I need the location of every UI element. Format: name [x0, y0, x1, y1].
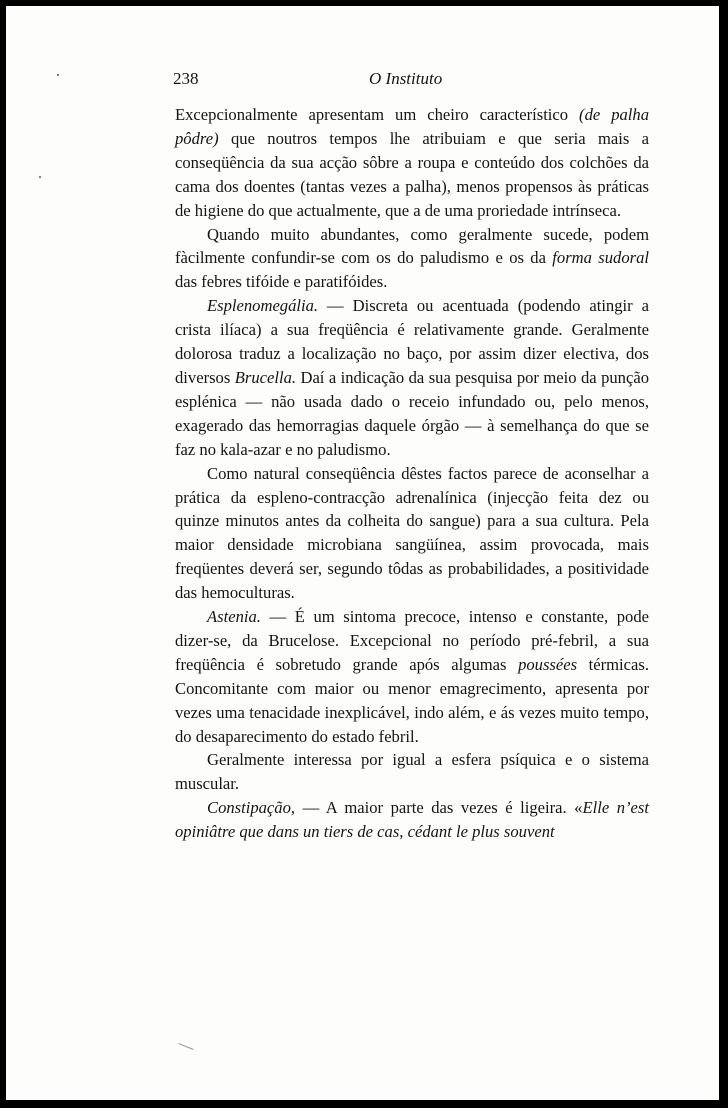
paragraph-text: — É um sintoma precoce, intenso e constante, pode dizer-se, da Brucelose. Excepcional no período pré-febril, a sua freqüência é sobretudo grande após algumas	[175, 607, 649, 674]
paragraph-psychic: Geralmente interessa por igual a esfera psíquica e o sistema muscular.	[175, 750, 649, 794]
paragraph-text: que noutros tempos lhe atribuiam e que seria mais a conseqüência da sua acção sôbre a roupa e conteúdo dos colchões da cama dos doentes (tantas vezes a palha), menos propensos às práticas de higiene do que actualmente, que a de uma proriedade intrínseca.	[175, 128, 649, 220]
italic-phrase: poussées	[518, 654, 578, 674]
paragraph-text: Daí a indicação da sua pesquisa por meio da punção esplénica — não usada dado o receio infundado ou, pelo menos, exagerado das hemorragias daquele órgão — à semelhança do que se faz no kala-azar e no paludismo.	[175, 367, 649, 459]
section-heading-splenomegaly: Esplenomegália.	[207, 296, 319, 316]
paper-speck	[57, 74, 59, 76]
paragraph-consequence: Como natural conseqüência dêstes factos parece de aconselhar a prática da espleno-contracção adrenalínica (injecção feita dez ou quinze minutos antes da colheita do sangue) para a sua cultura. Pela maior densidade microbiana sangüínea, assim provocada, mais freqüentes deverá ser, segundo tôdas as probabilidades, a positividade das hemoculturas.	[175, 463, 649, 603]
running-title: O Instituto	[369, 69, 443, 88]
paragraph-text: das febres tifóide e paratifóides.	[175, 272, 388, 292]
italic-phrase: Brucella.	[234, 367, 297, 387]
paragraph-text: Excepcionalmente apresentam um cheiro característico	[175, 105, 580, 124]
paragraph-text: térmicas. Concomitante com maior ou menor emagrecimento, apresenta por vezes uma tenacidade inexplicável, indo além, e ás vezes muito tempo, do desaparecimento do estado febril.	[175, 654, 649, 746]
paragraph-confusion	[175, 223, 649, 295]
paper-mark	[178, 1043, 193, 1050]
paper-speck	[39, 176, 41, 178]
italic-phrase: forma sudoral	[552, 248, 649, 268]
section-heading-constipation: Constipação,	[207, 798, 296, 818]
page-number: 238	[173, 69, 199, 88]
paragraph-constipation	[175, 796, 649, 844]
section-heading-asthenia: Astenia.	[207, 607, 261, 627]
paragraph-text: — A maior parte das vezes é ligeira. «	[295, 798, 583, 818]
page-header	[173, 69, 651, 93]
paragraph-text: Quando muito abundantes, como geralmente sucede, podem fàcilmente confundir-se com os do paludismo e os da	[175, 224, 649, 268]
italic-quote: Elle n’est opiniâtre que dans un tiers de cas, cédant le plus souvent	[175, 798, 649, 842]
paragraph-text: — Discreta ou acentuada (podendo atingir a crista ilíaca) a sua freqüência é relativamente grande. Geralmente dolorosa traduz a localização no baço, por assim dizer electiva, dos diversos	[175, 296, 649, 387]
italic-phrase: (de palha pôdre)	[175, 105, 649, 148]
document-page	[6, 6, 719, 1100]
paragraph-splenomegaly	[175, 294, 649, 461]
body-text	[175, 103, 649, 844]
paragraph-smell	[175, 103, 649, 223]
paragraph-asthenia	[175, 605, 649, 748]
